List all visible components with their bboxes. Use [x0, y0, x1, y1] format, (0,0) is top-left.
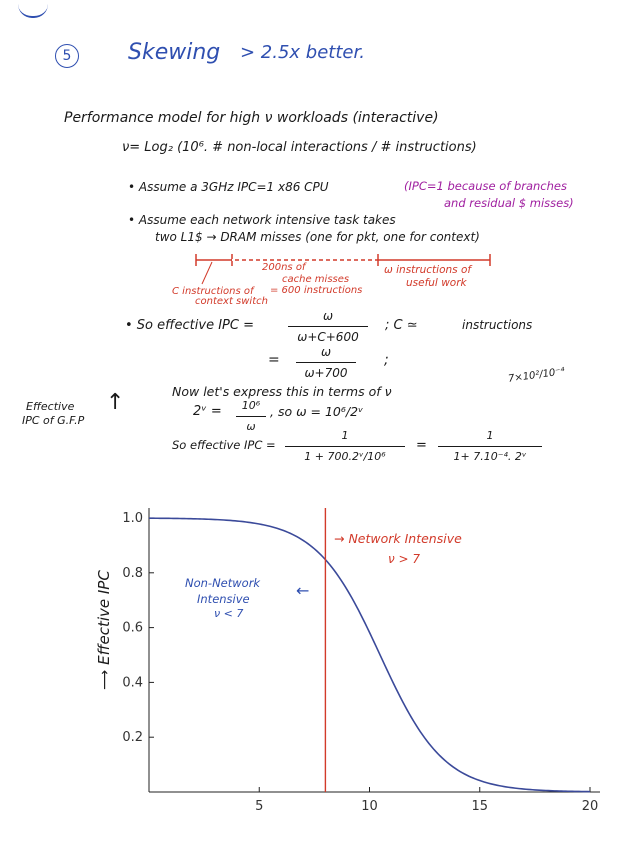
side-label-2: IPC of G.F.P	[22, 414, 85, 427]
y-axis-arrow: ⟶	[97, 669, 113, 690]
semicolon: ;	[384, 352, 389, 368]
top-partial-stroke	[18, 4, 48, 18]
timeline-cache-2: cache misses	[282, 274, 350, 285]
fraction-3-den: ω	[246, 420, 256, 433]
annotation-non-network-2: Intensive	[197, 592, 250, 606]
side-arrow: ↑	[106, 390, 125, 415]
y-tick-label-0.4: 0.4	[122, 675, 143, 691]
bullet-cpu: • Assume a 3GHz IPC=1 x86 CPU	[128, 180, 329, 194]
fraction-5	[438, 428, 542, 465]
fraction-3-num: 10⁶	[241, 399, 261, 412]
header-title: Skewing	[128, 40, 221, 65]
annotation-network-2: ν > 7	[388, 552, 421, 566]
fraction-1-den: ω+C+600	[297, 330, 359, 344]
final-prefix: So effective IPC =	[172, 438, 276, 452]
timeline-useful-1: ω instructions of	[384, 264, 472, 276]
so-omega: , so ω = 10⁶/2ᵛ	[270, 404, 364, 419]
fraction-4-den: 1 + 700.2ᵛ/10⁶	[304, 450, 386, 463]
x-tick-label-15: 15	[471, 799, 489, 814]
timeline-useful-2: useful work	[406, 277, 467, 289]
two-nu: 2ᵛ =	[193, 404, 222, 419]
timeline-cache-3: = 600 instructions	[270, 285, 363, 296]
annotation-non-network-1: Non-Network	[185, 576, 261, 590]
ipc-chart	[0, 500, 641, 830]
y-tick-label-0.6: 0.6	[122, 620, 143, 636]
c-approx-tail: instructions	[462, 318, 533, 332]
bullet-network-1: • Assume each network intensive task takes	[128, 213, 396, 227]
fraction-4-num: 1	[341, 429, 349, 442]
equals-sign-2: =	[416, 438, 427, 453]
timeline-cache-1: 200ns of	[262, 262, 306, 273]
annotation-non-network-3: ν < 7	[214, 607, 244, 620]
express-line: Now let's express this in terms of ν	[172, 384, 392, 399]
fraction-4	[285, 428, 405, 465]
fraction-3	[236, 398, 266, 435]
c-approx: ; C ≃	[385, 318, 418, 333]
fraction-1	[288, 308, 368, 345]
header-comparison: > 2.5x better.	[240, 42, 365, 63]
fraction-2-den: ω+700	[304, 366, 348, 380]
y-tick-label-1: 1.0	[122, 511, 143, 526]
equals-sign: =	[268, 352, 280, 368]
fraction-1-num: ω	[322, 309, 334, 323]
timeline-context-2: context switch	[195, 296, 268, 307]
x-tick-label-20: 20	[581, 799, 599, 814]
timeline-context-1: C instructions of	[172, 286, 254, 297]
fraction-5-num: 1	[486, 429, 494, 442]
margin-note: 7×10²/10⁻⁴	[507, 366, 566, 385]
bullet-cpu-note-1: (IPC=1 because of branches	[404, 179, 567, 193]
fraction-5-den: 1+ 7.10⁻⁴. 2ᵛ	[453, 450, 527, 463]
ipc-curve	[149, 518, 590, 791]
annotation-network-1: → Network Intensive	[334, 531, 462, 546]
y-tick-label-0.8: 0.8	[122, 565, 143, 581]
context-pointer	[202, 262, 212, 284]
side-label-1: Effective	[26, 400, 75, 413]
fraction-2-num: ω	[320, 345, 332, 359]
item-number: 5	[62, 48, 72, 64]
effective-ipc-prefix: • So effective IPC =	[125, 318, 254, 333]
bullet-network-2: two L1$ → DRAM misses (one for pkt, one for context)	[155, 230, 480, 244]
item-number-circle	[55, 44, 79, 68]
y-axis-label: Effective IPC	[95, 570, 113, 665]
nu-definition: ν= Log₂ (10⁶. # non-local interactions / # instructions)	[122, 140, 477, 155]
x-tick-label-5: 5	[255, 799, 264, 814]
bullet-cpu-note-2: and residual $ misses)	[444, 196, 574, 210]
y-tick-label-0.2: 0.2	[122, 730, 143, 746]
fraction-2	[296, 344, 356, 381]
x-tick-label-10: 10	[361, 799, 378, 814]
notes-heading: Performance model for high ν workloads (interactive)	[64, 110, 439, 126]
annotation-arrow-left: ←	[296, 581, 310, 600]
